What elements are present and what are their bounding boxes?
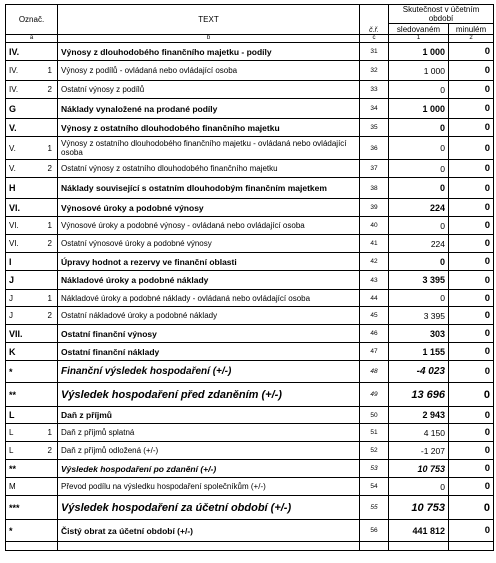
row-number: 55 [360,496,389,520]
row-description: Ostatní nákladové úroky a podobné náklady [58,307,360,325]
row-code-label: V. [9,143,16,153]
row-number: 41 [360,235,389,253]
table-row [6,307,494,325]
row-code-label: J [9,293,13,303]
previous-period-value: 0 [449,119,494,137]
row-code [6,217,58,235]
row-number: 35 [360,119,389,137]
row-code-label: VII. [9,328,23,339]
row-code [6,178,58,199]
row-description: Výnosy z ostatního dlouhodobého finančního majetku - ovládaná nebo ovládající osoba [58,137,360,160]
row-description: Výsledek hospodaření po zdanění (+/-) [58,460,360,478]
table-row [6,407,494,424]
row-number: 56 [360,520,389,542]
row-code-label: VI. [9,202,21,213]
row-description: Výnosové úroky a podobné výnosy - ovládaná nebo ovládající osoba [58,217,360,235]
row-number: 51 [360,424,389,442]
previous-period-value: 0 [449,307,494,325]
row-subcode: 1 [47,143,52,153]
row-number: 32 [360,61,389,81]
previous-period-value: 0 [449,217,494,235]
footer-cell [6,542,58,551]
row-code [6,520,58,542]
text-column-header: TEXT [58,5,360,35]
row-code-label: * [9,366,13,377]
row-code [6,407,58,424]
row-code [6,119,58,137]
row-code [6,271,58,290]
table-row [6,325,494,343]
current-period-value: 0 [389,137,449,160]
table-footer-row [6,542,494,551]
footer-cell [58,542,360,551]
row-number: 46 [360,325,389,343]
table-row [6,460,494,478]
row-number: 54 [360,478,389,496]
row-code-label: ** [9,389,17,400]
table-row [6,43,494,61]
row-code [6,81,58,99]
current-period-value: 13 696 [389,383,449,407]
row-code-label: M [9,482,16,491]
previous-period-value: 0 [449,99,494,119]
current-period-value: 0 [389,119,449,137]
current-period-value: 2 943 [389,407,449,424]
row-description: Ostatní výnosy z podílů [58,81,360,99]
row-number: 36 [360,137,389,160]
previous-period-value: 0 [449,325,494,343]
row-code [6,43,58,61]
row-number: 42 [360,253,389,271]
row-number: 52 [360,442,389,460]
row-subcode: 2 [47,164,52,173]
row-description: Výsledek hospodaření před zdaněním (+/-) [58,383,360,407]
code-column-header: Označ. [6,5,58,35]
previous-period-value: 0 [449,478,494,496]
row-number: 49 [360,383,389,407]
current-period-value: 1 155 [389,343,449,361]
table-row [6,217,494,235]
current-period-value: 0 [389,178,449,199]
row-description: Nákladové úroky a podobné náklady - ovládaná nebo ovládající osoba [58,290,360,307]
column-letter-b: b [58,35,360,43]
row-number: 38 [360,178,389,199]
table-row [6,235,494,253]
row-code-label: * [9,525,13,536]
table-row [6,478,494,496]
previous-period-value: 0 [449,361,494,383]
previous-period-value: 0 [449,383,494,407]
row-subcode: 1 [47,428,52,437]
row-description: Daň z příjmů splatná [58,424,360,442]
current-period-header: sledovaném [389,24,449,35]
column-letter-a: a [6,35,58,43]
table-row [6,178,494,199]
row-number: 44 [360,290,389,307]
table-row [6,61,494,81]
current-period-value: 10 753 [389,496,449,520]
row-code [6,99,58,119]
table-row [6,383,494,407]
row-number: 48 [360,361,389,383]
row-description: Daň z příjmů odložená (+/-) [58,442,360,460]
current-period-value: 1 000 [389,43,449,61]
row-code-label: IV. [9,66,19,75]
row-code-label: K [9,346,16,357]
row-code [6,343,58,361]
row-code-label: G [9,103,17,114]
row-number: 47 [360,343,389,361]
row-code [6,290,58,307]
row-description: Daň z příjmů [58,407,360,424]
table-row [6,424,494,442]
previous-period-value: 0 [449,253,494,271]
current-period-value: 10 753 [389,460,449,478]
row-code-label: L [9,428,14,437]
table-row [6,271,494,290]
current-period-value: 1 000 [389,99,449,119]
row-subcode: 1 [47,221,52,230]
period-group-header: Skutečnost v účetním období [389,5,494,24]
current-period-value: 0 [389,478,449,496]
row-description: Ostatní finanční náklady [58,343,360,361]
row-number: 37 [360,160,389,178]
row-description: Výnosové úroky a podobné výnosy [58,199,360,217]
table-row [6,343,494,361]
current-period-value: 3 395 [389,271,449,290]
row-number: 45 [360,307,389,325]
row-code [6,61,58,81]
row-description: Finanční výsledek hospodaření (+/-) [58,361,360,383]
row-number: 53 [360,460,389,478]
row-description: Nákladové úroky a podobné náklady [58,271,360,290]
current-period-value: 224 [389,199,449,217]
previous-period-header: minulém [449,24,494,35]
current-period-value: 0 [389,217,449,235]
row-description: Výnosy z podílů - ovládaná nebo ovládající osoba [58,61,360,81]
previous-period-value: 0 [449,235,494,253]
previous-period-value: 0 [449,43,494,61]
current-period-value: 3 395 [389,307,449,325]
column-letter-1: 1 [389,35,449,43]
row-code [6,383,58,407]
row-code-label: L [9,410,15,420]
table-row [6,119,494,137]
row-description: Převod podílu na výsledku hospodaření společníkům (+/-) [58,478,360,496]
row-code [6,137,58,160]
current-period-value: 441 812 [389,520,449,542]
row-number-column-header: č.ř. [360,5,389,35]
table-row [6,253,494,271]
current-period-value: -4 023 [389,361,449,383]
table-row [6,137,494,160]
current-period-value: -1 207 [389,442,449,460]
row-code [6,325,58,343]
row-description: Ostatní finanční výnosy [58,325,360,343]
row-number: 50 [360,407,389,424]
footer-cell [389,542,449,551]
current-period-value: 0 [389,290,449,307]
table-row [6,199,494,217]
row-code-label: J [9,275,15,285]
table-row [6,160,494,178]
previous-period-value: 0 [449,178,494,199]
column-letter-c: c [360,35,389,43]
row-code-label: IV. [9,46,20,57]
previous-period-value: 0 [449,407,494,424]
row-code [6,199,58,217]
table-row [6,520,494,542]
row-description: Ostatní výnosové úroky a podobné výnosy [58,235,360,253]
table-row [6,81,494,99]
row-description: Výsledek hospodaření za účetní období (+/-) [58,496,360,520]
footer-cell [360,542,389,551]
row-description: Výnosy z dlouhodobého finančního majetku - podíly [58,43,360,61]
row-code [6,160,58,178]
row-code [6,235,58,253]
row-number: 40 [360,217,389,235]
previous-period-value: 0 [449,271,494,290]
current-period-value: 0 [389,81,449,99]
row-code-label: L [9,446,14,455]
row-code [6,253,58,271]
previous-period-value: 0 [449,199,494,217]
row-code-label: V. [9,122,17,133]
row-code [6,496,58,520]
row-code-label: H [9,183,16,193]
row-subcode: 1 [47,66,52,75]
row-code [6,424,58,442]
row-subcode: 2 [47,446,52,455]
table-row [6,361,494,383]
previous-period-value: 0 [449,442,494,460]
current-period-value: 0 [389,160,449,178]
row-subcode: 2 [47,85,52,94]
row-description: Náklady vynaložené na prodané podíly [58,99,360,119]
previous-period-value: 0 [449,460,494,478]
row-subcode: 2 [47,239,52,248]
row-code-label: IV. [9,85,19,94]
current-period-value: 0 [389,253,449,271]
row-code-label: ** [9,463,17,474]
row-number: 31 [360,43,389,61]
row-description: Ostatní výnosy z ostatního dlouhodobého finančního majetku [58,160,360,178]
previous-period-value: 0 [449,137,494,160]
current-period-value: 1 000 [389,61,449,81]
row-number: 33 [360,81,389,99]
table-row [6,290,494,307]
row-code [6,442,58,460]
table-row [6,442,494,460]
row-code [6,460,58,478]
row-code-label: VI. [9,221,19,230]
row-code-label: J [9,311,13,320]
income-statement-table [5,4,494,551]
previous-period-value: 0 [449,61,494,81]
footer-cell [449,542,494,551]
current-period-value: 4 150 [389,424,449,442]
previous-period-value: 0 [449,424,494,442]
row-code-label: V. [9,164,16,173]
table-row [6,99,494,119]
row-code [6,307,58,325]
row-number: 43 [360,271,389,290]
previous-period-value: 0 [449,343,494,361]
table-row [6,496,494,520]
previous-period-value: 0 [449,520,494,542]
row-description: Čistý obrat za účetní období (+/-) [58,520,360,542]
current-period-value: 224 [389,235,449,253]
previous-period-value: 0 [449,160,494,178]
row-code [6,361,58,383]
row-description: Úpravy hodnot a rezervy ve finanční oblasti [58,253,360,271]
row-code [6,478,58,496]
row-subcode: 1 [47,293,52,303]
previous-period-value: 0 [449,290,494,307]
row-subcode: 2 [47,311,52,320]
row-description: Výnosy z ostatního dlouhodobého finančního majetku [58,119,360,137]
row-code-label: I [9,256,12,267]
row-code-label: VI. [9,239,19,248]
column-letter-2: 2 [449,35,494,43]
row-description: Náklady související s ostatním dlouhodobým finančním majetkem [58,178,360,199]
row-number: 39 [360,199,389,217]
previous-period-value: 0 [449,81,494,99]
current-period-value: 303 [389,325,449,343]
row-code-label: *** [9,502,20,513]
row-number: 34 [360,99,389,119]
previous-period-value: 0 [449,496,494,520]
